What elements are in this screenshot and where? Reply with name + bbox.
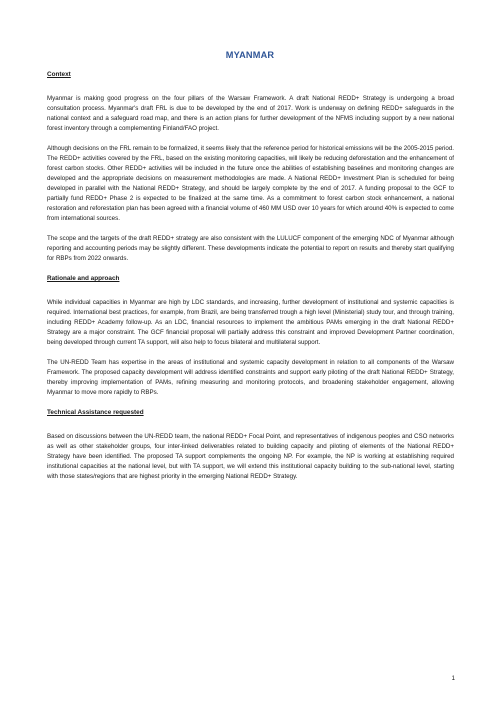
paragraph: The scope and the targets of the draft REDD+ strategy are also consistent with the LULUCF component of the emerging NDC of Myanmar although reporting and accounting periods may be slightly different. These developments indicate the potential to report on results and thereby start qualifying for RBPs from 2022 onwards.	[47, 235, 454, 262]
paragraph: Myanmar is making good progress on the four pillars of the Warsaw Framework. A draft National REDD+ Strategy is undergoing a broad consultation process. Myanmar's draft FRL is due to be developed by the end of 2017. Work is underway on defining REDD+ safeguards in the national context and a safeguard road map, and there is an action plans for further development of the NFMS including support by a new national forest inventory through a complementing Finland/FAO project.	[47, 95, 454, 132]
paragraph: Based on discussions between the UN-REDD team, the national REDD+ Focal Point, and representatives of indigenous peoples and CSO networks as well as other stakeholder groups, four inter-linked deliverables related to building capacity and piloting of elements of the National REDD+ Strategy have been identified. The proposed TA support complements the ongoing NP. For example, the NP is working at establishing required institutional capacities at the national level, but with TA support, we will extend this institutional capacity building to the sub-national level, starting with those states/regions that are highest priority in the emerging National REDD+ Strategy.	[47, 433, 454, 480]
paragraph: The UN-REDD Team has expertise in the areas of institutional and systemic capacity development in relation to all components of the Warsaw Framework. The proposed capacity development will address identified constraints and support early piloting of the draft National REDD+ Strategy, thereby improving implementation of PAMs, refining measuring and monitoring protocols, and broadening stakeholder engagement, allowing Myanmar to move more rapidly to RBPs.	[47, 359, 454, 396]
section-heading-technical-assistance: Technical Assistance requested	[47, 409, 144, 416]
section-heading-rationale: Rationale and approach	[47, 275, 120, 282]
document-body	[47, 70, 454, 482]
page-number: 1	[451, 675, 455, 682]
section-heading-context: Context	[47, 71, 71, 78]
paragraph: While individual capacities in Myanmar are high by LDC standards, and increasing, further development of institutional and systemic capacities is required. International best practices, for example, from Brazil, are being transferred trough a high level (Ministerial) study tour, and through training, including REDD+ Academy follow-up. As an LDC, financial resources to implement the ambitious PAMs emerging in the draft National REDD+ Strategy are a major constraint. The GCF financial proposal will partially address this constraint and improved Development Partner coordination, being developed through current TA support, will also help to focus bilateral and multilateral support.	[47, 299, 454, 346]
document-title: MYANMAR	[225, 50, 275, 60]
paragraph: Although decisions on the FRL remain to be formalized, it seems likely that the reference period for historical emissions will be the 2005-2015 period. The REDD+ activities covered by the FRL, based on the existing monitoring capacities, will likely be reducing deforestation and the enhancement of forest carbon stocks. Other REDD+ activities will be included in the future once the abilities of establishing baselines and monitoring changes are developed and the appropriate decisions on measurement methodologies are made. A National REDD+ Investment Plan is scheduled for being developed in parallel with the National REDD+ Strategy, and should be largely complete by the end of 2017. A funding proposal to the GCF to partially fund REDD+ Phase 2 is expected to be finalized at the same time. As a commitment to forest carbon stock enhancement, a national restoration and reforestation plan has been agreed with a financial volume of 460 MM USD over 10 years for which around 40% is expected to come from international sources.	[47, 145, 454, 222]
